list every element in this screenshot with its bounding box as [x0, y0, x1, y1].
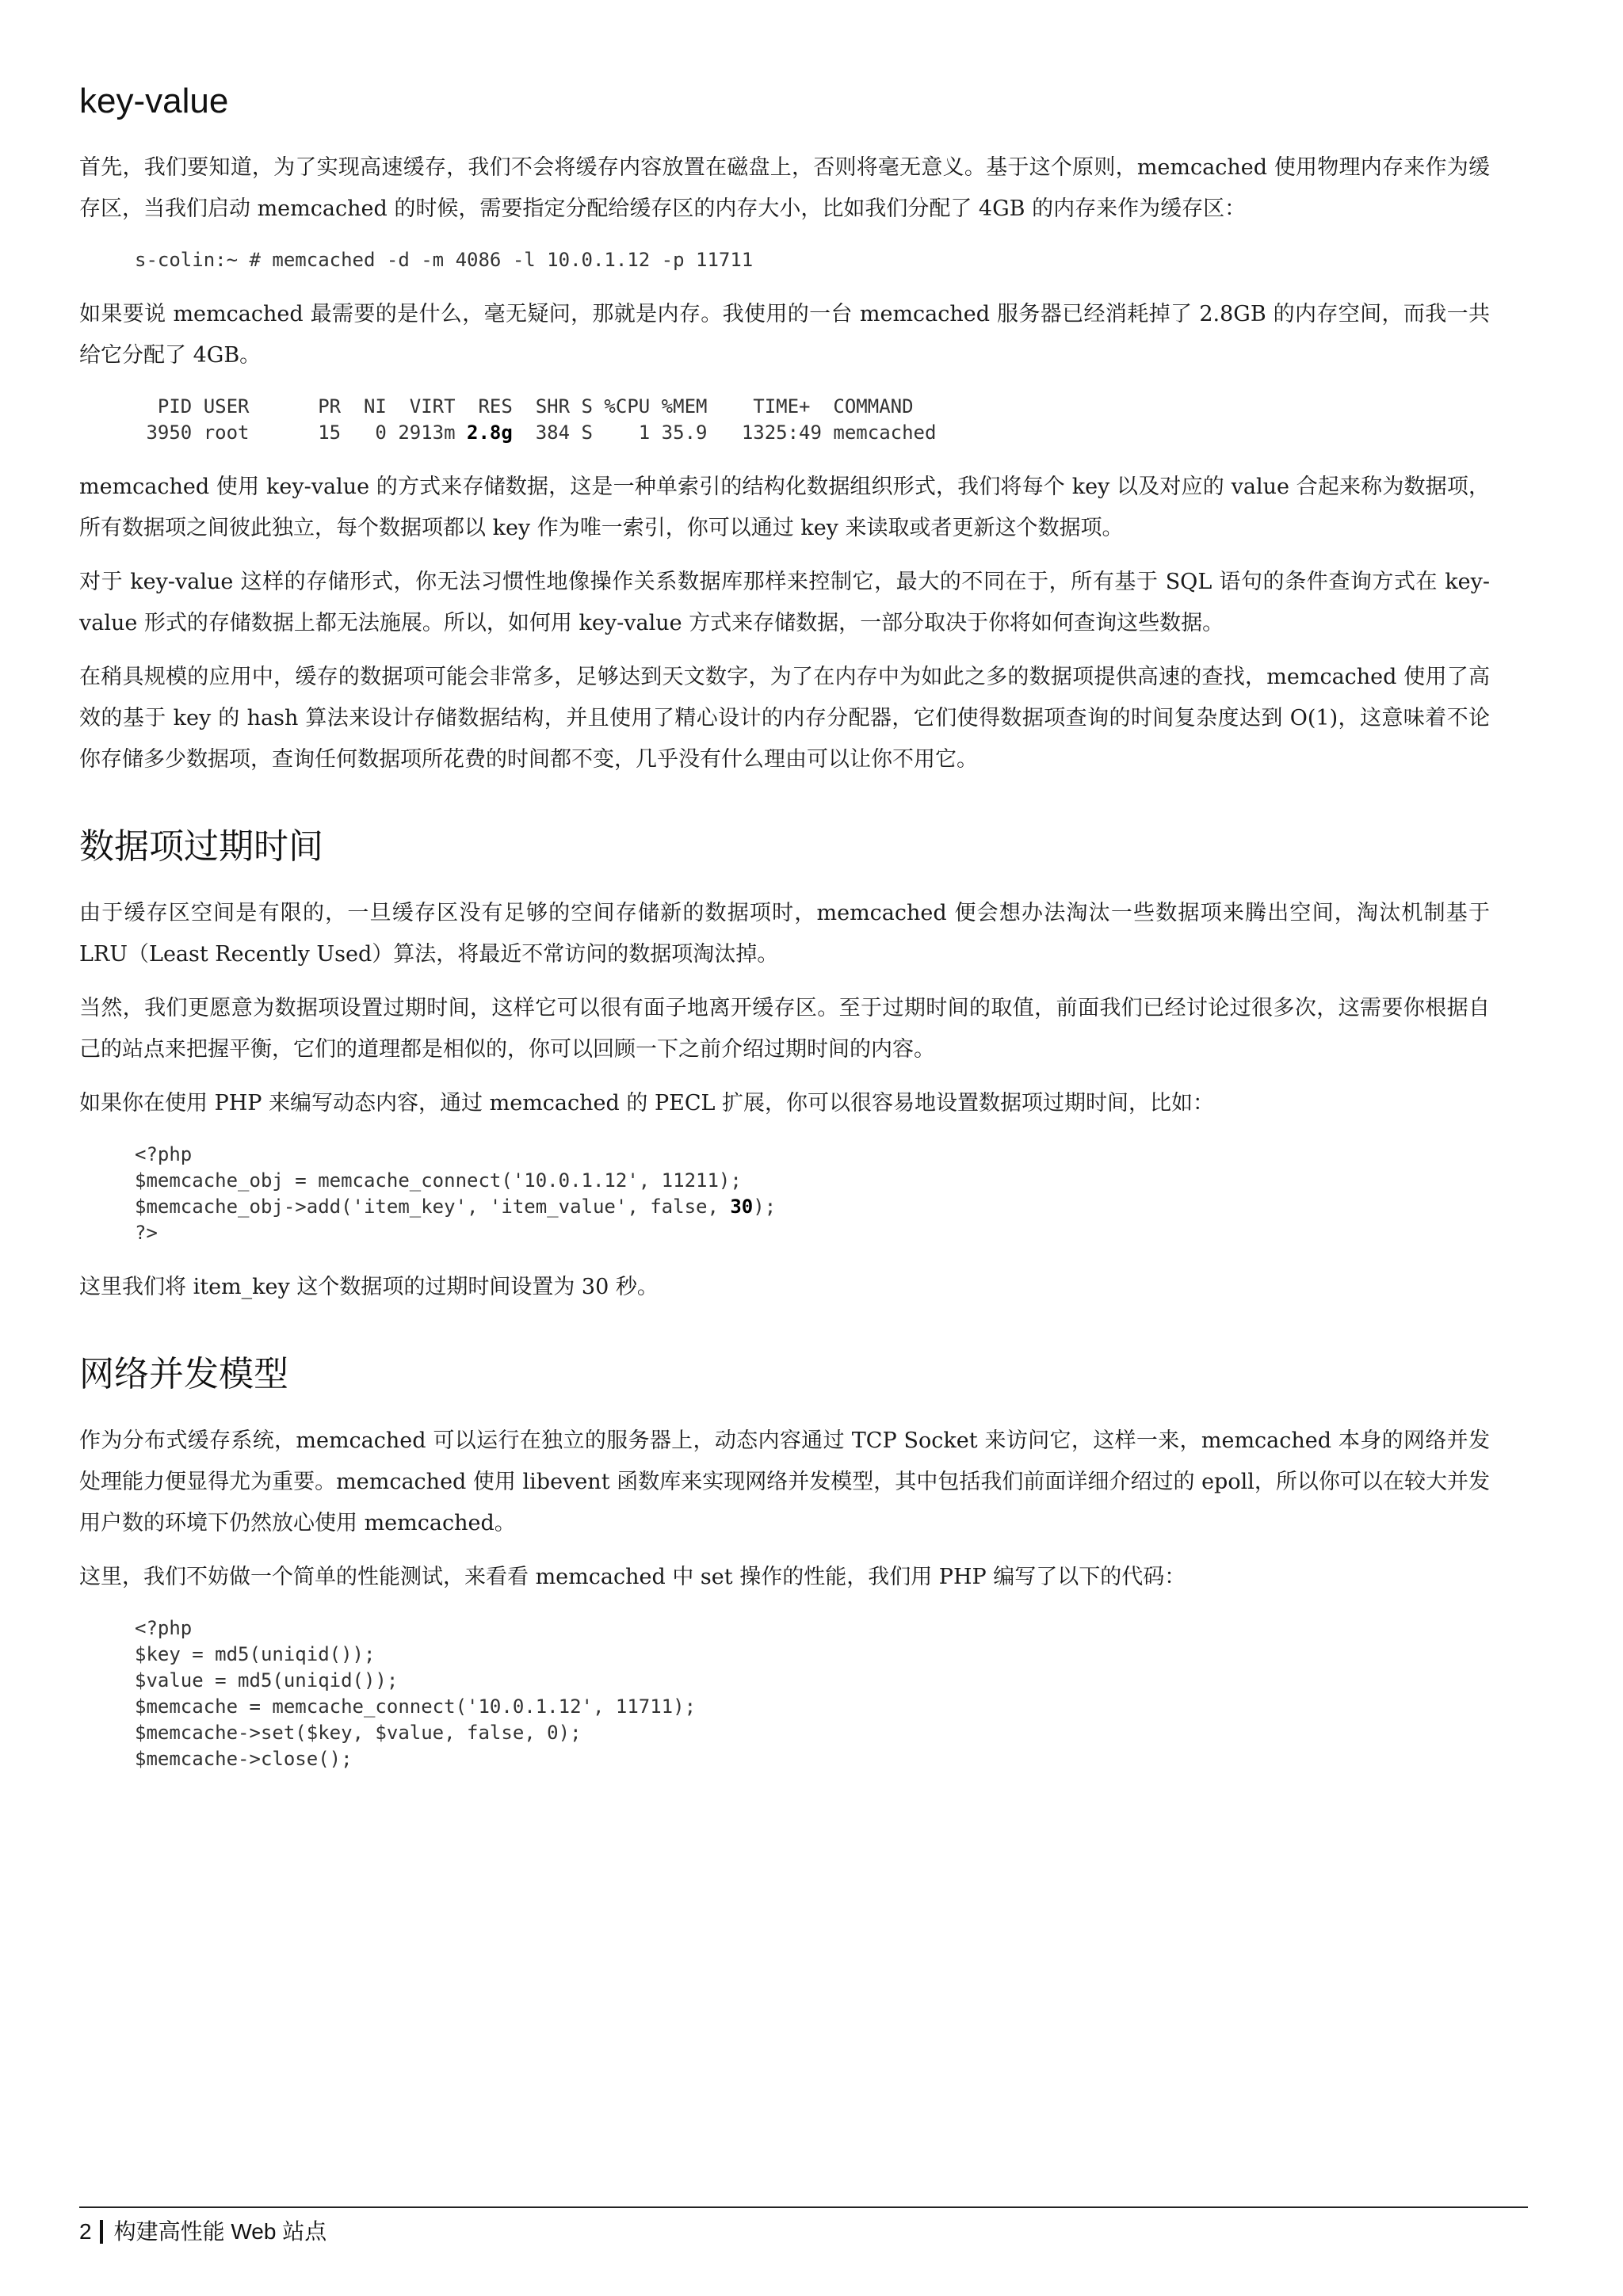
top-row-prefix: 3950 root 15 0 2913m	[135, 421, 468, 444]
code-line-suffix: );	[753, 1196, 777, 1218]
section-heading-network-model: 网络并发模型	[79, 1355, 288, 1394]
code-expire-value: 30	[730, 1196, 754, 1218]
top-row-res-value: 2.8g	[467, 421, 513, 444]
paragraph: 当然，我们更愿意为数据项设置过期时间，这样它可以很有面子地离开缓存区。至于过期时间的取值，前面我们已经讨论过很多次，这需要你根据自己的站点来把握平衡，它们的道理都是相似的，你可以回顾一下之前介绍过期时间的内容。	[79, 996, 1490, 1062]
paragraph: 在稍具规模的应用中，缓存的数据项可能会非常多，足够达到天文数字，为了在内存中为如此之多的数据项提供高速的查找，memcached 使用了高效的基于 key 的 hash 算法来设计存储数据结构，并且使用了精心设计的内存分配器，它们使得数据项查询的时间复杂度达到 O(1)，这意味着不论你存储多少数据项，查询任何数据项所花费的时间都不变，几乎没有什么理由可以让你不用它。	[79, 665, 1490, 772]
command-line-block: s-colin:~ # memcached -d -m 4086 -l 10.0.1.12 -p 11711	[135, 249, 754, 271]
code-line: ?>	[135, 1222, 158, 1244]
book-title: 构建高性能 Web 站点	[113, 2219, 327, 2244]
paragraph: memcached 使用 key-value 的方式来存储数据，这是一种单索引的结构化数据组织形式，我们将每个 key 以及对应的 value 合起来称为数据项，所有数据项之间彼此独立，每个数据项都以 key 作为唯一索引，你可以通过 key 来读取或者更新这个数据项。	[79, 475, 1490, 540]
paragraph: 这里我们将 item_key 这个数据项的过期时间设置为 30 秒。	[79, 1275, 659, 1299]
page-content	[79, 79, 1497, 1793]
section-heading-key-value: key-value	[79, 82, 229, 120]
page-number: 2	[79, 2219, 92, 2244]
code-line: $memcache_obj = memcache_connect('10.0.1.12', 11211);	[135, 1169, 742, 1192]
top-header-line: PID USER PR NI VIRT RES SHR S %CPU %MEM TIME+ COMMAND	[135, 395, 914, 418]
top-row-suffix: 384 S 1 35.9 1325:49 memcached	[512, 421, 937, 444]
paragraph: 如果要说 memcached 最需要的是什么，毫无疑问，那就是内存。我使用的一台 memcached 服务器已经消耗掉了 2.8GB 的内存空间，而我一共给它分配了 4GB。	[79, 302, 1490, 368]
paragraph: 作为分布式缓存系统，memcached 可以运行在独立的服务器上，动态内容通过 TCP Socket 来访问它，这样一来，memcached 本身的网络并发处理能力便显得尤为重要。memcached 使用 libevent 函数库来实现网络并发模型，其中包括我们前面详细介绍过的 epoll，所以你可以在较大并发用户数的环境下仍然放心使用 memcached。	[79, 1428, 1490, 1535]
code-line-prefix: $memcache_obj->add('item_key', 'item_value', false,	[135, 1196, 731, 1218]
code-line: <?php	[135, 1143, 193, 1165]
paragraph: 对于 key-value 这样的存储形式，你无法习惯性地像操作关系数据库那样来控制它，最大的不同在于，所有基于 SQL 语句的条件查询方式在 key-value 形式的存储数据上都无法施展。所以，如何用 key-value 方式来存储数据，一部分取决于你将如何查询这些数据。	[79, 570, 1490, 635]
page-footer	[79, 2206, 1528, 2246]
paragraph: 如果你在使用 PHP 来编写动态内容，通过 memcached 的 PECL 扩展，你可以很容易地设置数据项过期时间，比如：	[79, 1091, 1215, 1116]
php-code-block	[135, 1142, 1490, 1246]
top-output-block	[135, 394, 1490, 446]
paragraph: 首先，我们要知道，为了实现高速缓存，我们不会将缓存内容放置在磁盘上，否则将毫无意义。基于这个原则，memcached 使用物理内存来作为缓存区，当我们启动 memcached 的时候，需要指定分配给缓存区的内存大小，比如我们分配了 4GB 的内存来作为缓存区：	[79, 155, 1490, 221]
paragraph: 这里，我们不妨做一个简单的性能测试，来看看 memcached 中 set 操作的性能，我们用 PHP 编写了以下的代码：	[79, 1565, 1186, 1589]
footer-separator	[100, 2220, 103, 2244]
paragraph: 由于缓存区空间是有限的，一旦缓存区没有足够的空间存储新的数据项时，memcached 便会想办法淘汰一些数据项来腾出空间，淘汰机制基于 LRU（Least Recently Used）算法，将最近不常访问的数据项淘汰掉。	[79, 901, 1497, 967]
php-benchmark-code-block: <?php $key = md5(uniqid()); $value = md5(uniqid()); $memcache = memcache_connect('10.0.1.12', 11711); $memcache->set($key, $value, false, 0); $memcache->close();	[135, 1617, 697, 1770]
section-heading-expiration: 数据项过期时间	[79, 827, 323, 866]
